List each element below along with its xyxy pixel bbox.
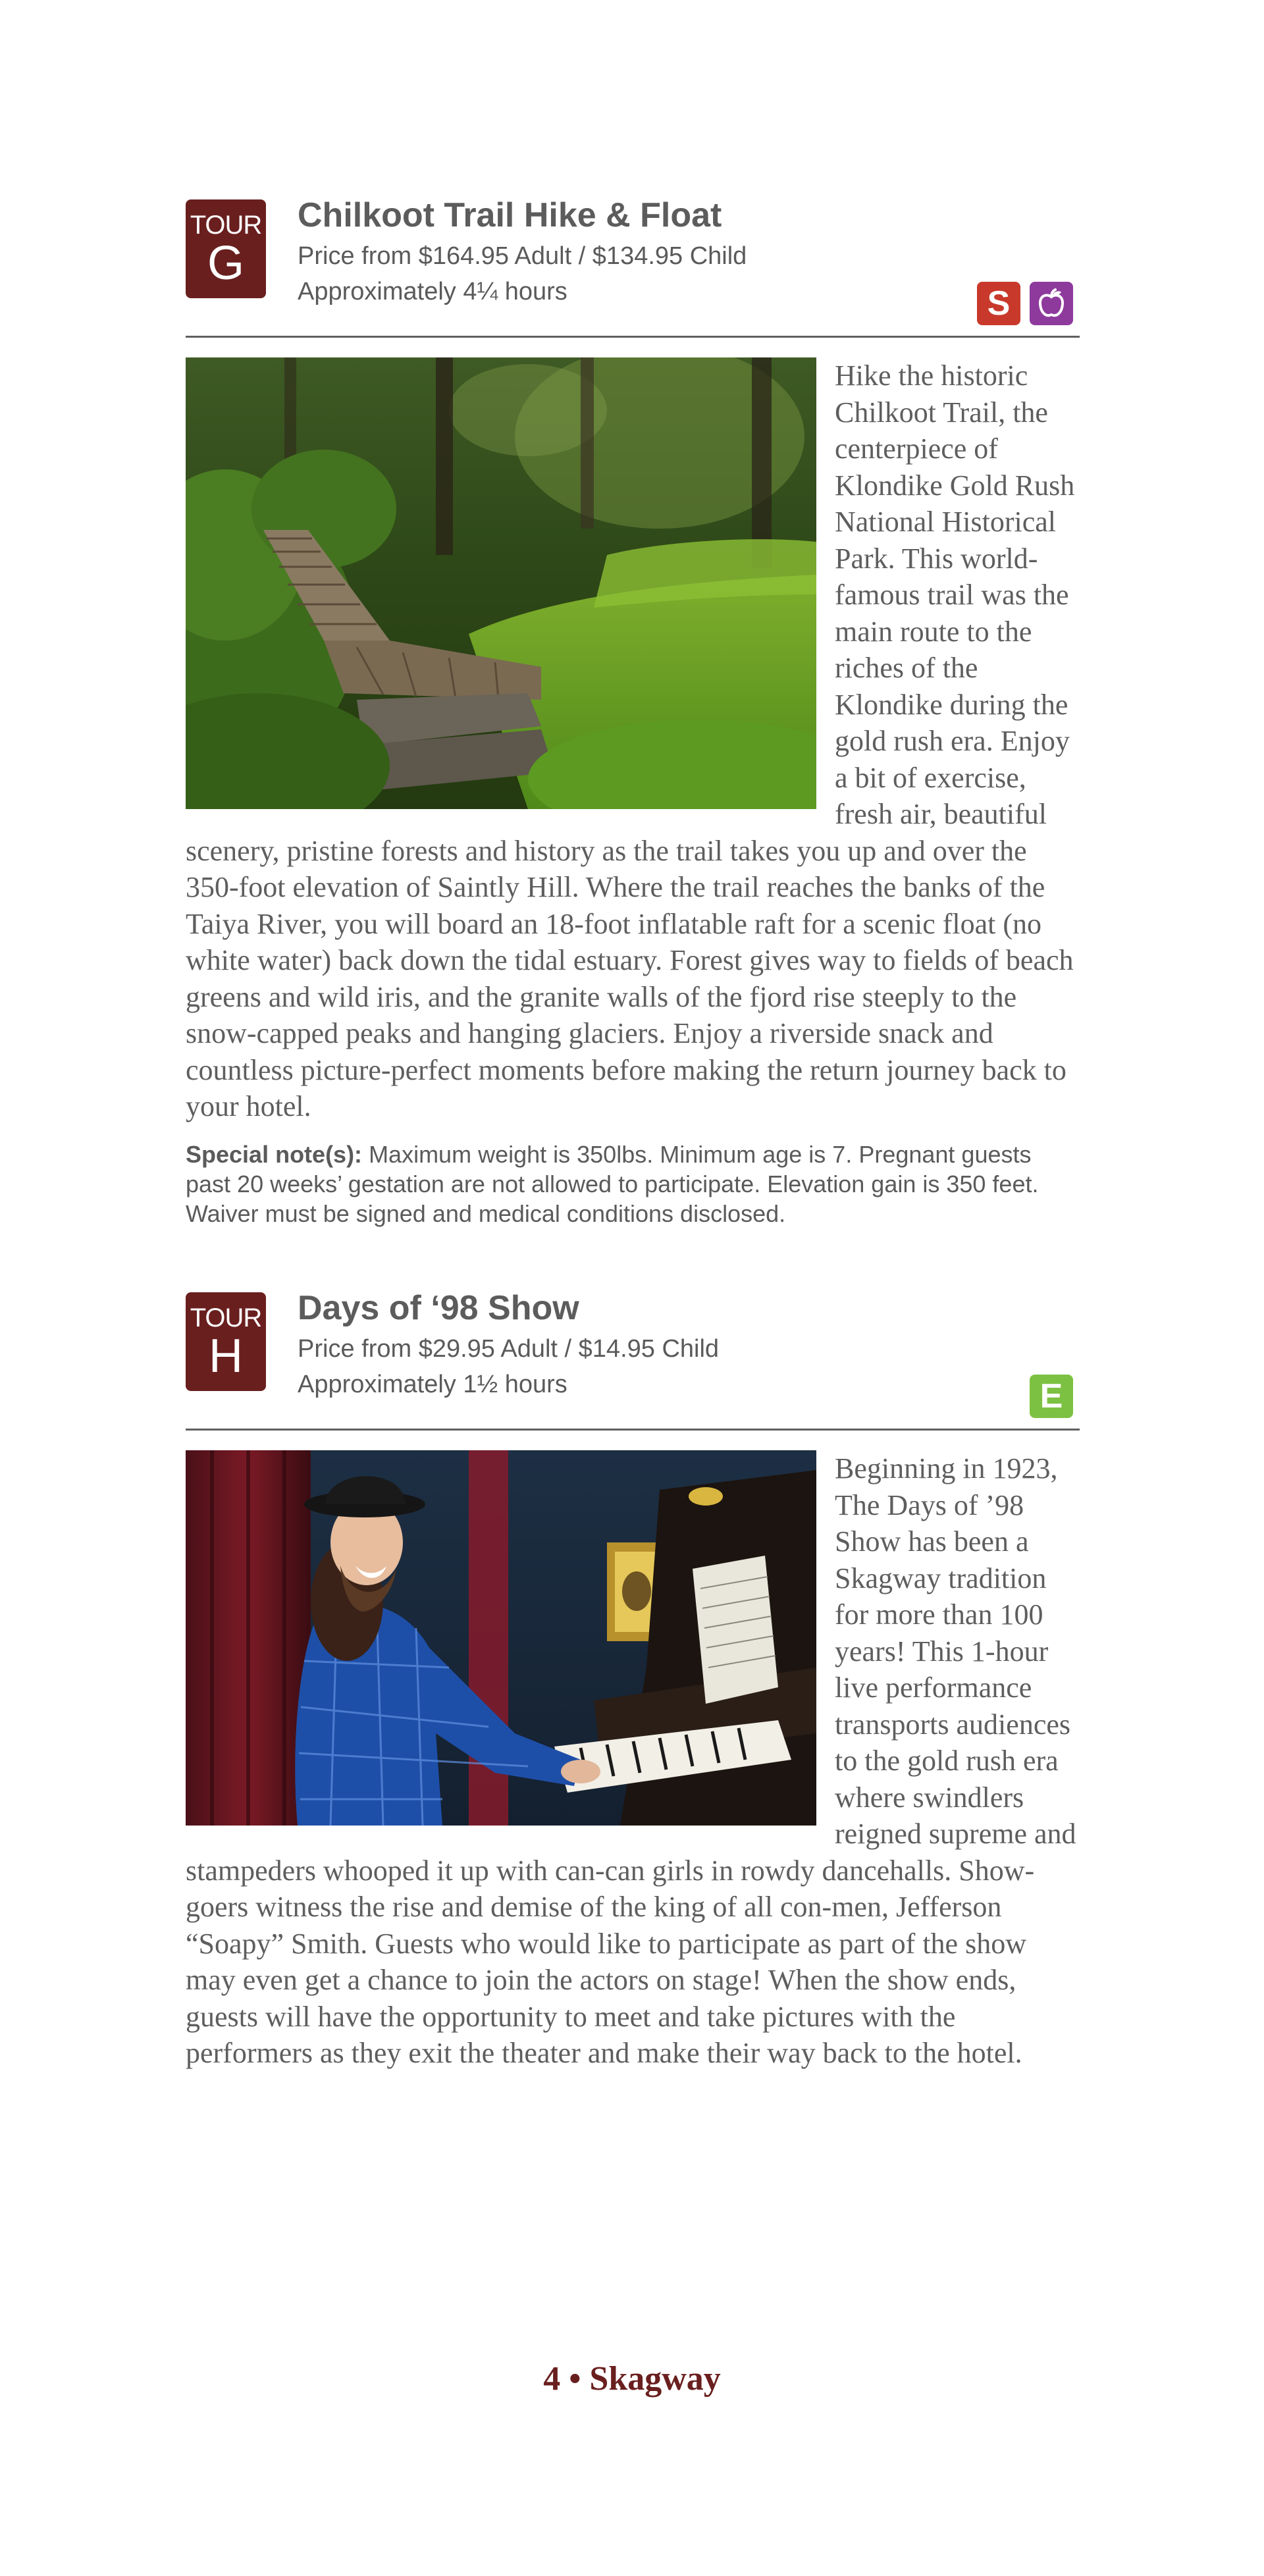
activity-level-strenuous-icon: S	[977, 282, 1020, 325]
footer-separator: •	[569, 2360, 581, 2398]
badge-letter: G	[207, 237, 244, 290]
footer-location: Skagway	[589, 2360, 721, 2398]
tour-title: Chilkoot Trail Hike & Float	[298, 196, 722, 234]
activity-level-easy-icon: E	[1030, 1375, 1073, 1418]
tour-card-g	[186, 194, 1080, 1228]
tour-description: Hike the historic Chilkoot Trail, the centerpiece of Klondike Gold Rush National Historical Park. This world-famous trail was the main route to the riches of the Klondike during the gold rush era. Enjoy a bit of exercise, fresh air, beautiful scenery, pristine forests and history as the trail takes you up and over the 350-foot elevation of Saintly Hill. Where the trail reaches the banks of the Taiya River, you will board an 18-foot inflatable raft for a scenic float (no white water) back down the tidal estuary. Forest gives way to fields of beach greens and wild iris, and the granite walls of the fjord rise steeply to the snow-capped peaks and hanging glaciers. Enjoy a riverside snack and countless picture-perfect moments before making the return journey back to your hotel.	[186, 359, 1075, 1122]
tour-duration: Approximately 1½ hours	[298, 1371, 567, 1398]
page-number: 4	[543, 2360, 561, 2398]
special-note-label: Special note(s):	[186, 1140, 363, 1168]
tour-title: Days of ‘98 Show	[298, 1289, 579, 1327]
special-note-text: Maximum weight is 350lbs. Minimum age is 7. Pregnant guests past 20 weeks’ gestation are not allowed to participate. Elevation gain is 350 feet. Waiver must be signed and medical conditions disclosed.	[186, 1140, 1039, 1227]
page-footer	[0, 2358, 1264, 2400]
tour-description: Beginning in 1923, The Days of ’98 Show has been a Skagway tradition for more than 100 years! This 1-hour live performance transports audiences to the gold rush era where swindlers reigned supreme and stampeders whooped it up with can-can girls in rowdy dancehalls. Show-goers witness the rise and demise of the king of all con-men, Jefferson “Soapy” Smith. Guests who would like to participate as part of the show may even get a chance to join the actors on stage! When the show ends, guests will have the opportunity to meet and take pictures with the performers as they exit the theater and make their way back to the hotel.	[186, 1452, 1076, 2069]
tour-card-h	[186, 1287, 1080, 2072]
tour-badge	[186, 1292, 266, 1391]
snack-apple-icon	[1030, 282, 1073, 325]
tour-body	[186, 357, 1080, 1228]
tour-header	[186, 194, 1080, 338]
tour-body	[186, 1450, 1080, 2072]
tour-badge	[186, 199, 266, 298]
special-note	[186, 1140, 1080, 1228]
badge-letter: H	[209, 1330, 243, 1382]
badge-word: TOUR	[190, 1303, 262, 1332]
tour-price: Price from $164.95 Adult / $134.95 Child	[298, 242, 747, 270]
tour-icons	[977, 282, 1073, 325]
badge-word: TOUR	[190, 211, 262, 240]
trail-boardwalk-photo	[186, 357, 816, 809]
tour-icons	[1030, 1375, 1073, 1418]
tour-duration: Approximately 4¼ hours	[298, 278, 567, 305]
piano-performer-photo	[186, 1450, 816, 1826]
tour-header	[186, 1287, 1080, 1431]
tour-price: Price from $29.95 Adult / $14.95 Child	[298, 1335, 720, 1363]
